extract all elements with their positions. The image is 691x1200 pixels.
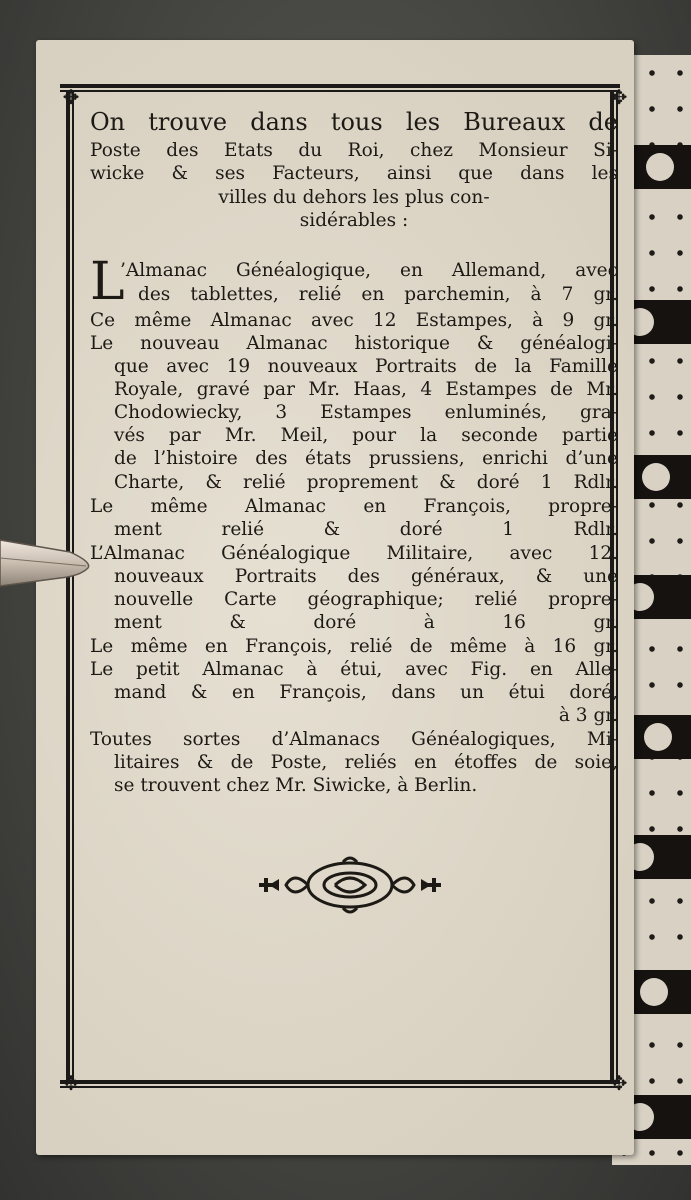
entry-line: vés par Mr. Meil, pour la seconde partie [114, 425, 618, 446]
entry-line: ment relié & doré 1 Rdlr. [114, 519, 618, 540]
bone-folder-icon [0, 528, 100, 598]
entry-line: que avec 19 nouveaux Portraits de la Famille [114, 356, 618, 377]
entry-line: mand & en François, dans un étui doré, [114, 682, 618, 703]
drop-cap: L [90, 252, 125, 312]
entry-line: se trouvent chez Mr. Siwicke, à Berlin. [114, 775, 478, 796]
entry-line: Le nouveau Almanac historique & généalogi- [90, 333, 618, 354]
corner-ornament-icon: ✥ [610, 1071, 628, 1095]
corner-ornament-icon: ✥ [610, 85, 628, 109]
entry-line: Charte, & relié proprement & doré 1 Rdlr. [114, 472, 618, 493]
header-line: sidérables : [299, 210, 409, 231]
frame-top-rule [60, 84, 620, 92]
entry-line: Ce même Almanac avec 12 Estampes, à 9 gr. [90, 310, 618, 331]
corner-ornament-icon: ✥ [62, 85, 80, 109]
entry-line: Le même en François, relié de même à 16 gr. [90, 636, 618, 657]
corner-ornament-icon: ✥ [62, 1071, 80, 1095]
entry-line: des tablettes, relié en parchemin, à 7 gr. [138, 284, 618, 305]
header-line: wicke & ses Facteurs, ainsi que dans les [90, 163, 618, 184]
header-line: On trouve dans tous les Bureaux de [90, 108, 618, 136]
entry-line: de l’histoire des états prussiens, enrichi d’une [114, 448, 618, 469]
entry-line: litaires & de Poste, reliés en étoffes de soie, [114, 752, 618, 773]
entry-line: Royale, gravé par Mr. Haas, 4 Estampes de Mr. [114, 379, 618, 400]
entry-line: nouveaux Portraits des généraux, & une [114, 566, 618, 587]
entry-line: Le même Almanac en François, propre- [90, 496, 618, 517]
entry-line: ment & doré à 16 gr. [114, 612, 618, 633]
entry-line: Chodowiecky, 3 Estampes enluminés, gra- [114, 402, 618, 423]
entry-line: nouvelle Carte géographique; relié propre- [114, 589, 618, 610]
entry-line: Le petit Almanac à étui, avec Fig. en Alle- [90, 659, 618, 680]
entry-line: ’Almanac Généalogique, en Allemand, avec [120, 260, 618, 281]
header-line: villes du dehors les plus con- [218, 187, 490, 208]
typographic-ornament-icon [255, 850, 445, 920]
header-line: Poste des Etats du Roi, chez Monsieur Si- [90, 140, 618, 161]
entry-line: L’Almanac Généalogique Militaire, avec 12. [90, 543, 618, 564]
frame-bottom-rule [60, 1080, 620, 1088]
entry-line: Toutes sortes d’Almanacs Généalogiques, Mi- [90, 729, 618, 750]
entry-line: à 3 gr. [558, 705, 618, 726]
